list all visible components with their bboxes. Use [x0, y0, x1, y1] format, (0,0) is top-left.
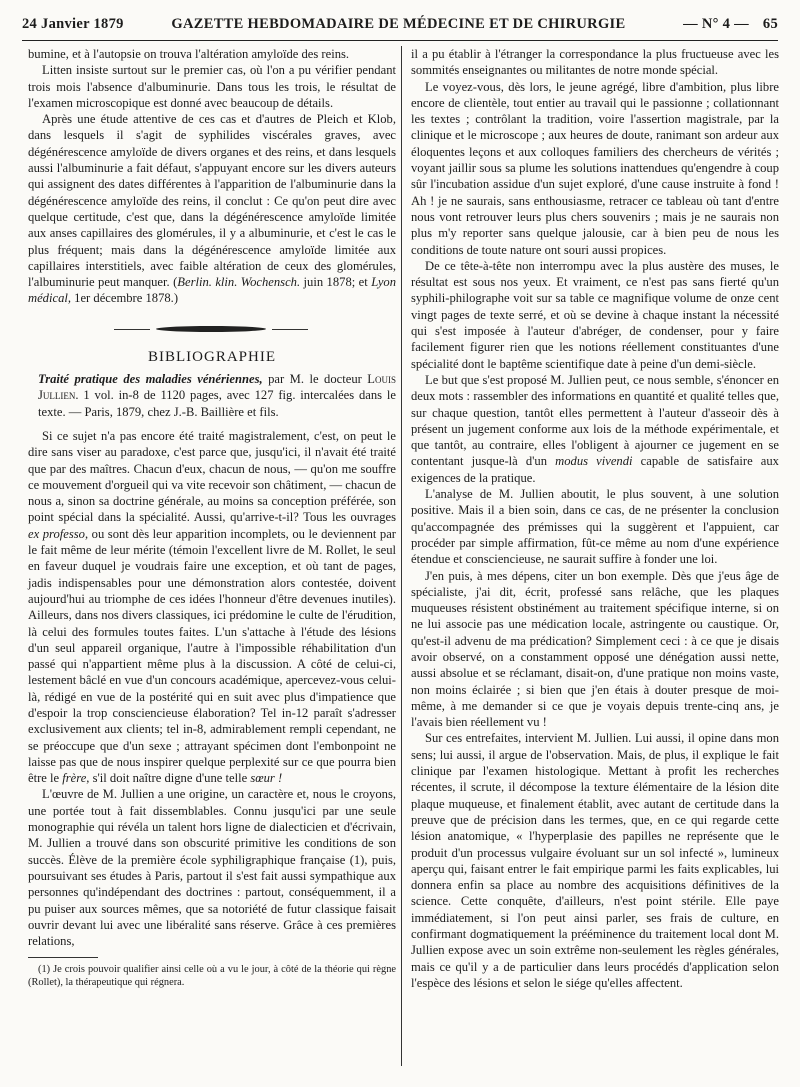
paragraph: J'en puis, à mes dépens, citer un bon exemple. Dès que j'eus âge de spécialiste, j'ai dit, écrit, professé sans relâche, que les plaques muqueuses résistent obstinément au traitement spécifique interne, si on ne lui associe pas une médication locale, astringente ou caustique. Or, qu'est-il advenu de ma prédication? Simplement ceci : à ce que je disais avoir observé, on a constamment opposé une dénégation aussi nette, aussi absolue et se réclamant, disait-on, d'une pratique non moins vaste, non moins éclairée ; si bien que j'en étais à douter presque de moi-même, à me demander si ce que je voyais depuis trente-cinq ans, je l'avais bien réellement vu !: [411, 568, 779, 730]
book-details: 1 vol. in-8 de 1120 pages, avec 127 fig. intercalées dans le texte. — Paris, 1879, chez J.-B. Baillière et fils.: [38, 388, 396, 419]
paragraph: L'œuvre de M. Jullien a une origine, un caractère et, nous le croyons, une portée tout à fait dissemblables. Connu jusqu'ici par une seule monographie qui révéla un talent hors ligne de dialecticien et d'écrivain, M. Jullien a trouvé dans son obscurité primitive les conditions de son succès. Élève de la première école syphiligraphique française (1), puis, poursuivant ses études à Paris, partout il s'est fait aussi sympathique aux personnes qu'indépendant des doctrines : partout, conséquemment, il a pu puiser aux sources mêmes, que sa notoriété de futur classique faisait ouvrir devant lui avec une libéralité sans réserve. Grâce à ces premières relations,: [28, 787, 396, 949]
journal-ref: Berlin. klin. Wochensch.: [177, 275, 301, 290]
text: juin 1878; et: [300, 275, 372, 290]
text: 1er décembre 1878.): [71, 291, 179, 306]
paragraph: Le voyez-vous, dès lors, le jeune agrégé, libre d'ambition, plus libre encore de clientèle, tout entier au travail qui le passionne ; collationnant les textes ; contrôlant la tradition, voire l'assertion magistrale, par la clinique et le microscope ; aux heures de doute, ranimant son ardeur aux éloquentes leçons et aux colloques familiers des chercheurs de vérités ; voyant jaillir sous sa plume les solutions inattendues qu'engendre à coup sûr l'incubation assidue d'un sujet exploré, d'une cause instruite à fond ! Ah ! je ne saurais, sans enthousiasme, retracer ce tableau où tant d'entre nous vont retrouver leurs plus chers souvenirs ; mais je ne saurais non plus m'y reporter sans quelque jalousie, car à bien peu de nous les conditions de toute nature ont souri aussi propices.: [411, 79, 779, 257]
issue-date: 24 Janvier 1879: [22, 16, 124, 32]
section-ornament: [28, 321, 396, 339]
text: Le but que s'est proposé M. Jullien peut, ce nous semble, s'énoncer en deux mots : rassembler des informations en quantité et qualité telles que, sur chaque question, tantôt elles permettent à l'auteur d'asseoir dès à présent un jugement conforme aux lois de la méthode expérimentale, et que tantôt, au contraire, elles l'obligent à ajourner ce jugement en se contentant jusque-là d'un: [411, 372, 779, 469]
text: , s'il doit naître digne d'une telle: [86, 771, 251, 786]
column-divider: [401, 46, 402, 1066]
book-title: Traité pratique des maladies vénériennes,: [38, 372, 263, 387]
emphasis: frère: [62, 771, 87, 786]
latin-phrase: ex professo: [28, 526, 85, 541]
text: capable de satisfaire aux exigences de la pratique.: [411, 454, 779, 485]
section-title: BIBLIOGRAPHIE: [148, 348, 276, 365]
journal-ref: Lyon médical,: [28, 275, 396, 306]
paragraph: De ce tête-à-tête non interrompu avec la plus austère des muses, le résultat est sous nos yeux. Et vraiment, ce n'est pas sans fierté qu'un syphili-philographe voit sur sa table ce magnifique volume de onze cent vingt pages de texte serré, et où se devine à chaque instant la nécessité qui s'est imposée à l'auteur d'abréger, de condenser, pour y faire facilement figurer rien que les notions réellement constituantes d'une spécialité dont le baptême scientifique date à peine d'un demi-siècle.: [411, 258, 779, 371]
paragraph: [411, 372, 779, 486]
emphasis: sœur !: [250, 771, 283, 786]
ornament-flourish: [156, 326, 266, 332]
text: , ou sont dès leur apparition incomplets, ou le deviennent par le fait même de leur mérite (témoin l'excellent livre de M. Rollet, le seul en faveur duquel je voudrais faire une exception, et où tant de pages, jadis indispensables pour une démonstration alors contestée, doivent aujourd'hui au triomphe de ces idées l'honneur d'être devenues inutiles). Ailleurs, dans nos divers classiques, ici prédomine le culte de l'érudition, là celui des formules toutes faites. L'un s'attache à l'étude des lésions d'un seul appareil organique, l'autre à l'impossible réhabilitation d'un passé qui n'appartient même plus à la discussion. A côté de celui-ci, lestement bâclé en vue d'un concours académique, apercevez-vous celui-là, rédigé en vue de la postérité qui en suit avec plus d'impatience que d'espoir la trop consciencieuse élaboration? Tel in-12 paraît s'adresser exclusivement aux clients; tel in-8, admirablement rempli cependant, ne se préoccupe que d'un sexe ; attrayant spécimen dont l'embonpoint ne laisse pas que de nous inspirer quelque perplexité sur ce que pourra bien être le: [28, 526, 397, 786]
running-head: [22, 16, 778, 38]
right-column: [411, 46, 779, 991]
ornament-line: [272, 329, 308, 330]
paragraph: Litten insiste surtout sur le premier cas, où l'on a pu vérifier pendant trois mois l'absence d'albuminurie. Dans tous les trois, le résultat de l'examen microscopique est donné avec beaucoup de détails.: [28, 63, 396, 110]
journal-title: GAZETTE HEBDOMADAIRE DE MÉDECINE ET DE CHIRURGIE: [171, 16, 626, 32]
page-number: 65: [762, 16, 778, 32]
paragraph: il a pu établir à l'étranger la correspondance la plus fructueuse avec les sommités enseignantes ou militantes de notre monde spécial.: [411, 47, 779, 78]
paragraph: [28, 111, 396, 307]
text: Après une étude attentive de ces cas et d'autres de Pleich et Klob, dans lesquels il s'agit de syphilides viscérales graves, avec dégénérescence amyloïde de divers organes et des reins, et dans lesquels aussi l'albuminurie a fait défaut, s'appuyant encore sur les divers auteurs qui assignent des dates différentes à l'apparition de l'albuminurie dans la dégénérescence amyloïde des reins, il conclut : Ce qu'on peut dire avec quelque certitude, c'est que, dans la dégénérescence amyloïde limitée aux anses capillaires des glomérules, il y a albuminurie, et c'est le cas le plus fréquent; mais dans la dégénérescence amyloïde limitée aux capillaires interstitiels, avec faible altération de ceux des glomérules, l'albuminurie peut manquer. (: [28, 112, 396, 290]
left-column: [28, 46, 396, 989]
book-author: Louis Jullien.: [38, 372, 396, 403]
header-rule: [22, 40, 778, 41]
ornament-line: [114, 329, 150, 330]
text: par M. le docteur: [262, 372, 368, 387]
paragraph: Sur ces entrefaites, intervient M. Jullien. Lui aussi, il opine dans mon sens; lui aussi, il argue de l'observation. Mais, de plus, il explique le fait clinique par l'examen histologique. Mettant à profit les recherches récentes, il scrute, il décompose la texture élémentaire de la lésion dite plaque muqueuse, et finalement établit, avec autant de certitude dans la preuve que de précision dans les termes, que, en ce qui regarde cette lésion anatomique, « l'hyperplasie des papilles ne représente que le produit d'un processus vulgaire évoluant sur un sol infecté », lumineux aperçu qui, faisant entrer le fait empirique parmi les faits explicables, lui donnera enfin sa place au nombre des acquisitions définitives de la science. Cette conquête, d'ailleurs, n'est point stérile. Elle paye immédiatement, si l'on peut ainsi parler, ses frais de culture, en confirmant dogmatiquement la prééminence du traitement local dont M. Jullien expose avec un soin extrême non-seulement les règles générales, mais ce qu'il y a de particulier dans leurs procédés d'application selon l'espèce des lésions et selon le siége qu'elles affectent.: [411, 731, 779, 990]
paragraph: L'analyse de M. Jullien aboutit, le plus souvent, à une solution positive. Mais il a bien soin, dans ce cas, de ne présenter la conclusion qu'accompagnée des prémisses qui la suggèrent et l'appuient, car procéder par simple affirmation, fût-ce même au nom d'une expérience étendue et consciencieuse, ne saurait suffire à fonder une loi.: [411, 487, 779, 567]
text: Si ce sujet n'a pas encore été traité magistralement, c'est, on peut le dire sans viser au paradoxe, c'est parce que, jusqu'ici, il n'avait été traité que par des maîtres. Chacun d'eux, chacun de nous, — qu'on me souffre ce mouvement d'orgueil qui va vite recevoir son châtiment, — chacun de nous a, sinon sa doctrine générale, au moins sa conception préférée, son point spécial dans la spécialité. Aussi, qu'arrive-t-il? Tous les ouvrages: [28, 428, 396, 525]
latin-phrase: modus vivendi: [555, 454, 633, 469]
footnote-rule: [28, 957, 98, 958]
paragraph: [28, 428, 396, 787]
footnote: (1) Je crois pouvoir qualifier ainsi celle où a vu le jour, à côté de la théorie qui règne (Rollet), la thérapeutique qui régnera.: [28, 964, 396, 989]
book-entry: [28, 371, 396, 420]
issue-number: — N° 4 —: [683, 16, 749, 32]
paragraph: bumine, et à l'autopsie on trouva l'altération amyloïde des reins.: [28, 47, 350, 61]
issue-and-page: [673, 16, 778, 33]
